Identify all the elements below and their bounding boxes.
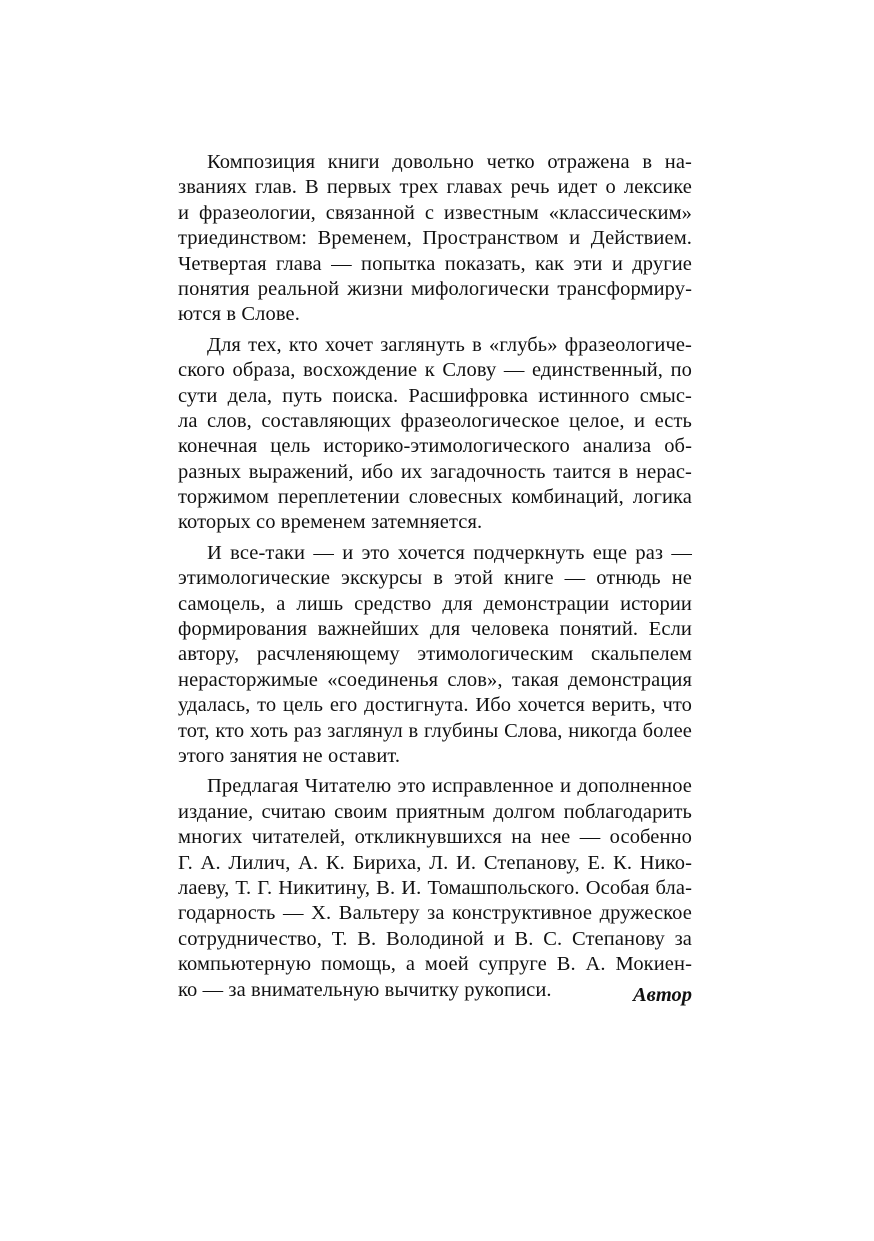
text-line: компьютерную помощь, а моей супруге В. А. Мокиен- <box>178 953 692 976</box>
text-line: триединством: Временем, Пространством и Действием. <box>178 227 692 250</box>
text-line: ются в Слове. <box>178 303 300 326</box>
text-line: ла слов, составляющих фразеологическое целое, и есть <box>178 409 692 432</box>
text-line: лаеву, Т. Г. Никитину, В. И. Томашпольского. Особая бла- <box>178 876 692 899</box>
text-line: многих читателей, откликнувшихся на нее — особенно <box>178 826 692 849</box>
text-line: этого занятия не оставит. <box>178 744 401 767</box>
text-line: ко — за внимательную вычитку рукописи. <box>178 978 552 1001</box>
text-line: сотрудничество, Т. В. Володиной и В. С. Степанову за <box>178 927 692 950</box>
text-line: торжимом переплетении словесных комбинаций, логика <box>178 486 692 509</box>
text-line: нерасторжимые «соединенья слов», такая демонстрация <box>178 668 692 691</box>
text-line: этимологические экскурсы в этой книге — отнюдь не <box>178 567 692 590</box>
text-line: автору, расчленяющему этимологическим скальпелем <box>178 643 692 666</box>
text-line: формирования важнейших для человека понятий. Если <box>178 618 692 641</box>
text-line: тот, кто хоть раз заглянул в глубины Слова, никогда более <box>178 719 692 742</box>
document-body <box>178 150 692 1008</box>
text-line: разных выражений, ибо их загадочность таится в нерас- <box>178 460 692 483</box>
author-signature: Автор <box>632 984 692 1006</box>
text-line: конечная цель историко-этимологического анализа об- <box>178 435 692 458</box>
text-line: удалась, то цель его достигнута. Ибо хочется верить, что <box>178 694 692 717</box>
text-line: И все-таки — и это хочется подчеркнуть еще раз — <box>207 541 692 564</box>
text-line: понятия реальной жизни мифологически трансформиру- <box>178 277 692 300</box>
text-line: которых со временем затемняется. <box>178 511 483 534</box>
text-line: ского образа, восхождение к Слову — единственный, по <box>178 359 692 382</box>
text-line: Предлагая Читателю это исправленное и дополненное <box>207 775 692 798</box>
paragraph-etymology <box>178 541 692 770</box>
text-line: званиях глав. В первых трех главах речь идет о лексике <box>178 176 692 199</box>
text-line: Четвертая глава — попытка показать, как эти и другие <box>178 252 692 275</box>
paragraph-composition <box>178 150 692 328</box>
text-line: годарность — Х. Вальтеру за конструктивное дружеское <box>178 902 692 925</box>
paragraph-acknowledgements <box>178 774 692 1003</box>
text-line: Для тех, кто хочет заглянуть в «глубь» фразеологиче- <box>207 333 692 356</box>
text-line: сути дела, путь поиска. Расшифровка истинного смыс- <box>178 384 692 407</box>
text-line: Г. А. Лилич, А. К. Бириха, Л. И. Степанову, Е. К. Нико- <box>178 851 692 874</box>
text-line: и фразеологии, связанной с известным «классическим» <box>178 201 692 224</box>
text-line: Композиция книги довольно четко отражена в на- <box>207 151 692 173</box>
text-line: самоцель, а лишь средство для демонстрации истории <box>178 592 692 615</box>
paragraph-search <box>178 333 692 536</box>
text-line: издание, считаю своим приятным долгом поблагодарить <box>178 800 692 823</box>
